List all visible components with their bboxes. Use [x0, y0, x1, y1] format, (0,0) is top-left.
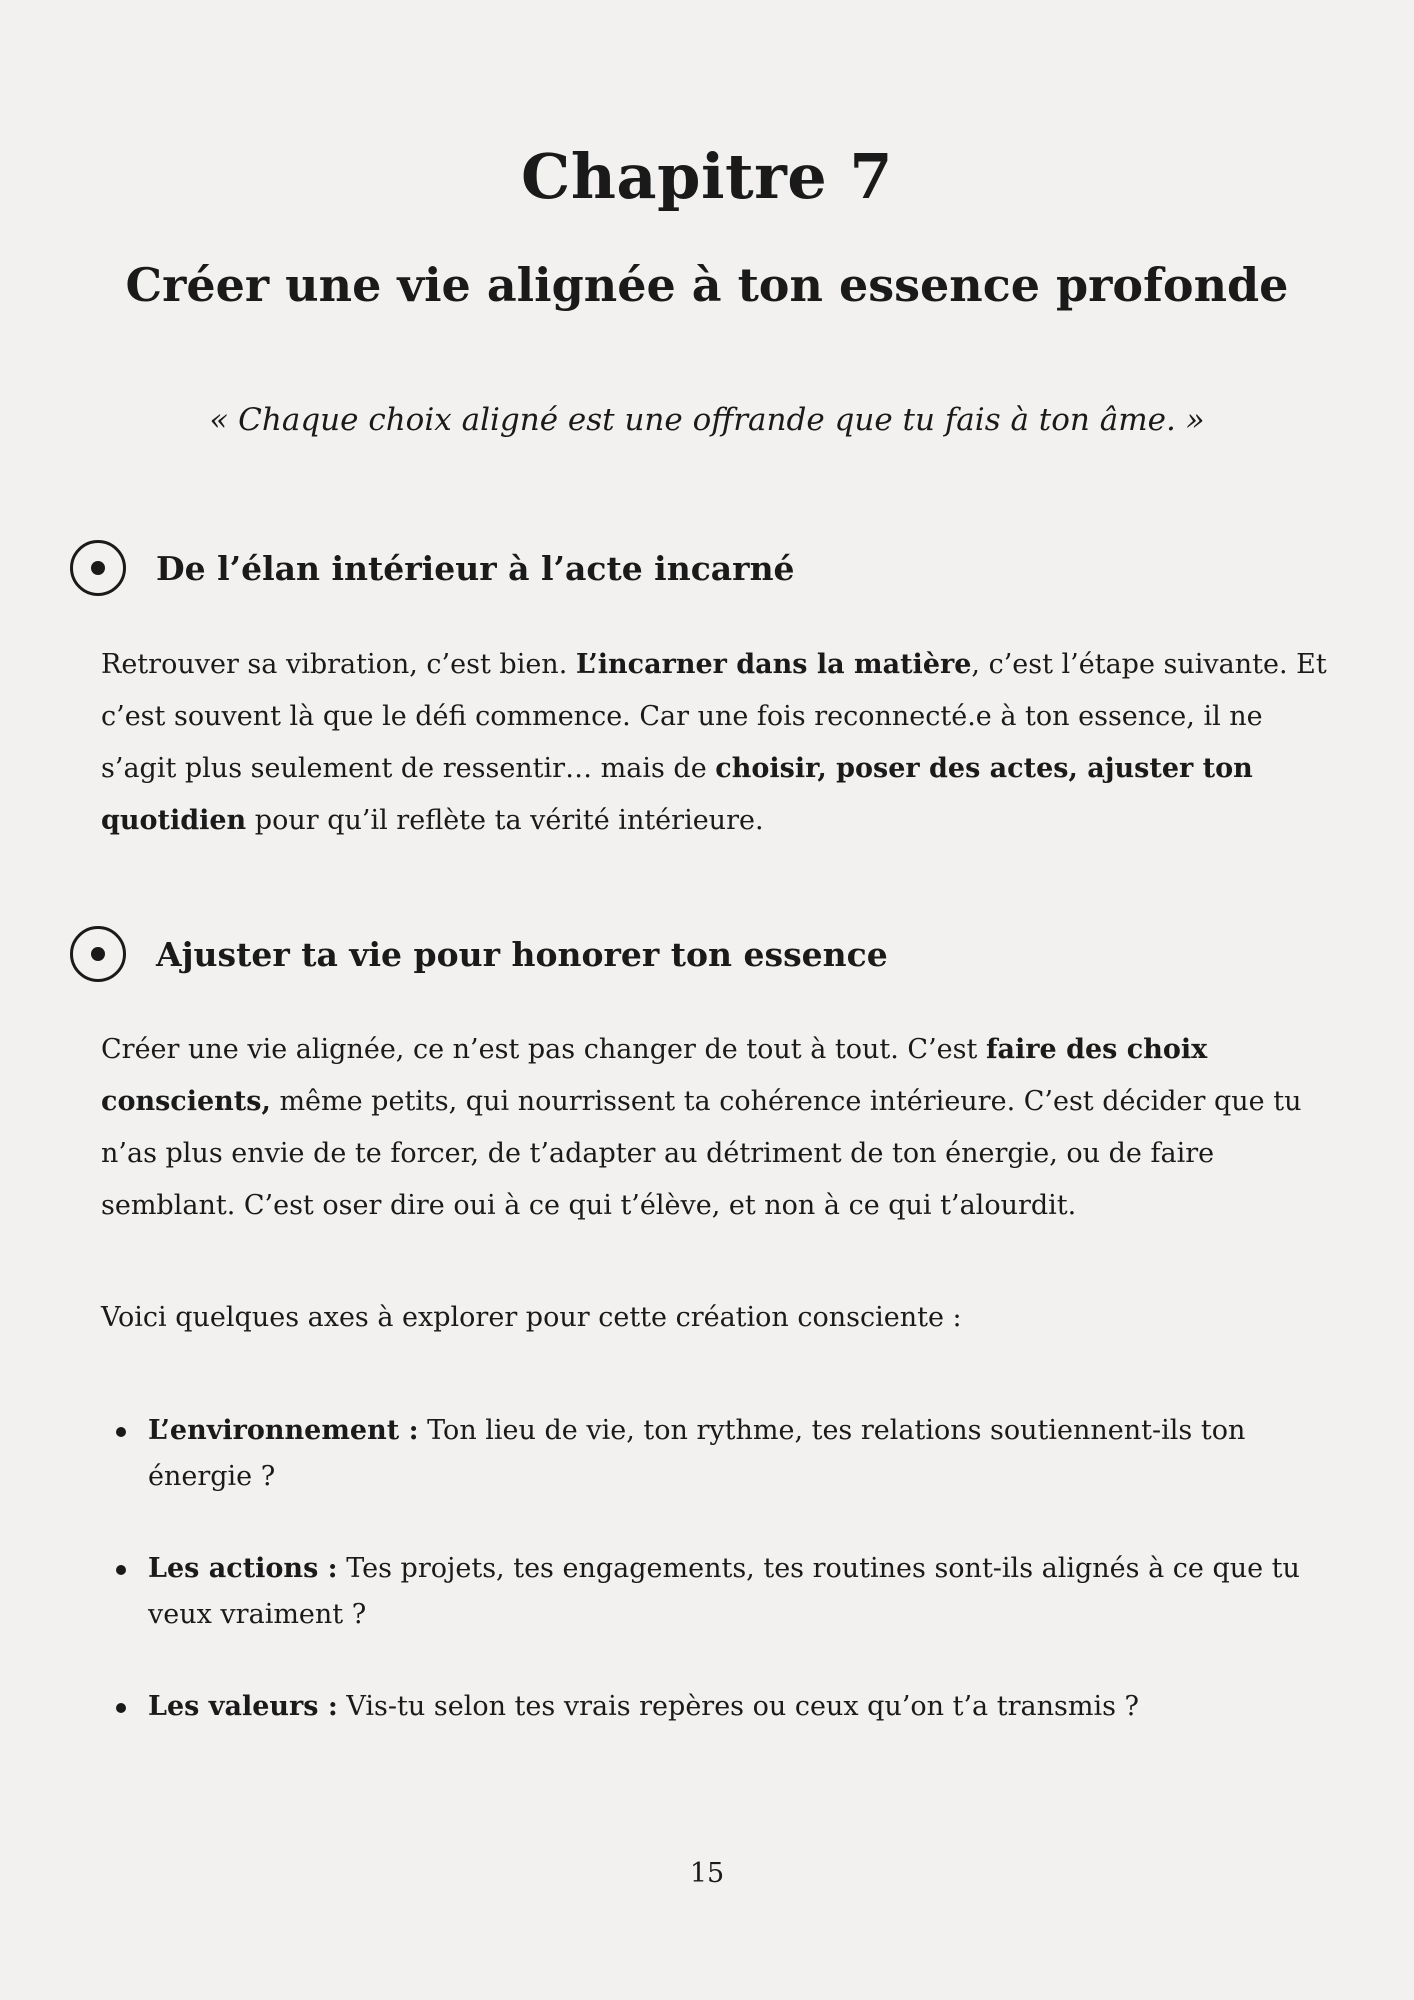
chapter-subtitle: Créer une vie alignée à ton essence profonde: [125, 258, 1289, 312]
bold-run: choisir, poser des actes, ajuster ton quotidien: [101, 753, 1253, 836]
text-run: pour qu’il reflète ta vérité intérieure.: [246, 805, 764, 836]
circle-dot-icon: [70, 540, 126, 596]
chapter-title: Chapitre 7: [521, 140, 893, 213]
list-item-label: Les actions :: [148, 1553, 338, 1584]
text-run: Créer une vie alignée, ce n’est pas changer de tout à tout. C’est: [101, 1034, 986, 1065]
list-item: [110, 1408, 1310, 1500]
text-run: , c’est l’étape suivante. Et c’est souvent là que le défi commence. Car une fois reconnecté.e à ton essence, il ne s’agit plus seulement de ressentir… mais de: [101, 649, 1327, 784]
circle-dot-icon: [70, 926, 126, 982]
list-item-text: Tes projets, tes engagements, tes routines sont-ils alignés à ce que tu veux vraiment ?: [148, 1553, 1300, 1630]
text-run: même petits, qui nourrissent ta cohérence intérieure. C’est décider que tu n’as plus envie de te forcer, de t’adapter au détriment de ton énergie, ou de faire semblant. C’est oser dire oui à ce qui t’élève, et non à ce qui t’alourdit.: [101, 1086, 1302, 1221]
section-heading-2: [70, 924, 888, 984]
list-item-text: Ton lieu de vie, ton rythme, tes relations soutiennent-ils ton énergie ?: [148, 1415, 1246, 1492]
section-title: De l’élan intérieur à l’acte incarné: [156, 548, 795, 588]
list-item: [110, 1546, 1310, 1638]
section-2-paragraph: [101, 1024, 1341, 1232]
list-item-label: Les valeurs :: [148, 1691, 338, 1722]
section-title: Ajuster ta vie pour honorer ton essence: [156, 934, 888, 974]
page-number: 15: [689, 1858, 725, 1889]
list-item: [110, 1684, 1310, 1730]
list-intro: Voici quelques axes à explorer pour cette création consciente :: [101, 1302, 962, 1333]
bold-run: L’incarner dans la matière: [575, 649, 972, 680]
text-run: Retrouver sa vibration, c’est bien.: [101, 649, 576, 680]
list-item-label: L’environnement :: [148, 1415, 419, 1446]
bold-run: faire des choix conscients,: [101, 1034, 1208, 1117]
section-1-paragraph: [101, 639, 1341, 847]
axes-list: [110, 1408, 1310, 1730]
epigraph-quote: « Chaque choix aligné est une offrande que tu fais à ton âme. »: [209, 402, 1205, 438]
list-item-text: Vis-tu selon tes vrais repères ou ceux qu’on t’a transmis ?: [337, 1691, 1139, 1722]
section-heading-1: [70, 538, 795, 598]
